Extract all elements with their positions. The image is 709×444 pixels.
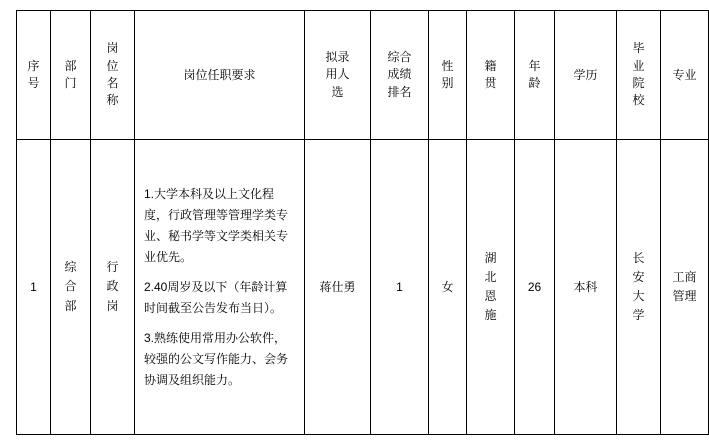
column-header-sex [429,11,467,140]
column-header-age-label: 年龄 [528,58,541,90]
column-header-rank [371,11,429,140]
column-header-sex-label: 性别 [441,58,454,90]
column-header-req [135,11,305,140]
column-header-education [555,11,617,140]
column-header-education-label: 学历 [573,68,598,82]
cell-post [91,140,135,435]
column-header-major-label: 专业 [672,68,697,82]
cell-education: 本科 [555,140,617,435]
requirement-item: 1.大学本科及以上文化程度，行政管理等管理学类专业、秘书学等文学类相关专业优先。 [144,186,289,264]
column-header-origin-label: 籍贯 [484,58,497,90]
requirement-item: 3.熟练使用常用办公软件，较强的公文写作能力、会务协调及组织能力。 [144,330,289,387]
cell-origin [467,140,515,435]
cell-origin-value: 湖北恩施 [484,250,497,323]
column-header-age [515,11,555,140]
cell-age: 26 [515,140,555,435]
cell-sex: 女 [429,140,467,435]
recruitment-table [16,10,709,435]
requirement-item: 2.40周岁及以下（年龄计算时间截至公告发布当日）。 [144,279,288,315]
cell-requirements [135,140,305,435]
column-header-school [617,11,661,140]
table-header-row [17,11,709,140]
column-header-post-label: 岗位名称 [106,41,119,108]
cell-major-value: 工商管理 [672,269,697,303]
cell-major [661,140,709,435]
column-header-post [91,11,135,140]
cell-rank: 1 [371,140,429,435]
cell-dept-value: 综合部 [64,260,77,313]
cell-school [617,140,661,435]
column-header-major [661,11,709,140]
column-header-seq [17,11,51,140]
cell-seq: 1 [17,140,51,435]
column-header-req-label: 岗位任职要求 [183,68,256,82]
cell-post-value: 行政岗 [106,260,119,313]
column-header-origin [467,11,515,140]
column-header-seq-label: 序号 [27,58,40,90]
table-row [17,140,709,435]
cell-candidate: 蒋仕勇 [305,140,371,435]
column-header-dept-label: 部门 [64,58,77,90]
column-header-candidate [305,11,371,140]
column-header-dept [51,11,91,140]
column-header-school-label: 毕业院校 [632,41,645,108]
cell-dept [51,140,91,435]
cell-school-value: 长安大学 [632,250,645,323]
column-header-rank-label: 综合成绩排名 [387,49,412,99]
column-header-candidate-label: 拟录用人选 [325,49,350,99]
